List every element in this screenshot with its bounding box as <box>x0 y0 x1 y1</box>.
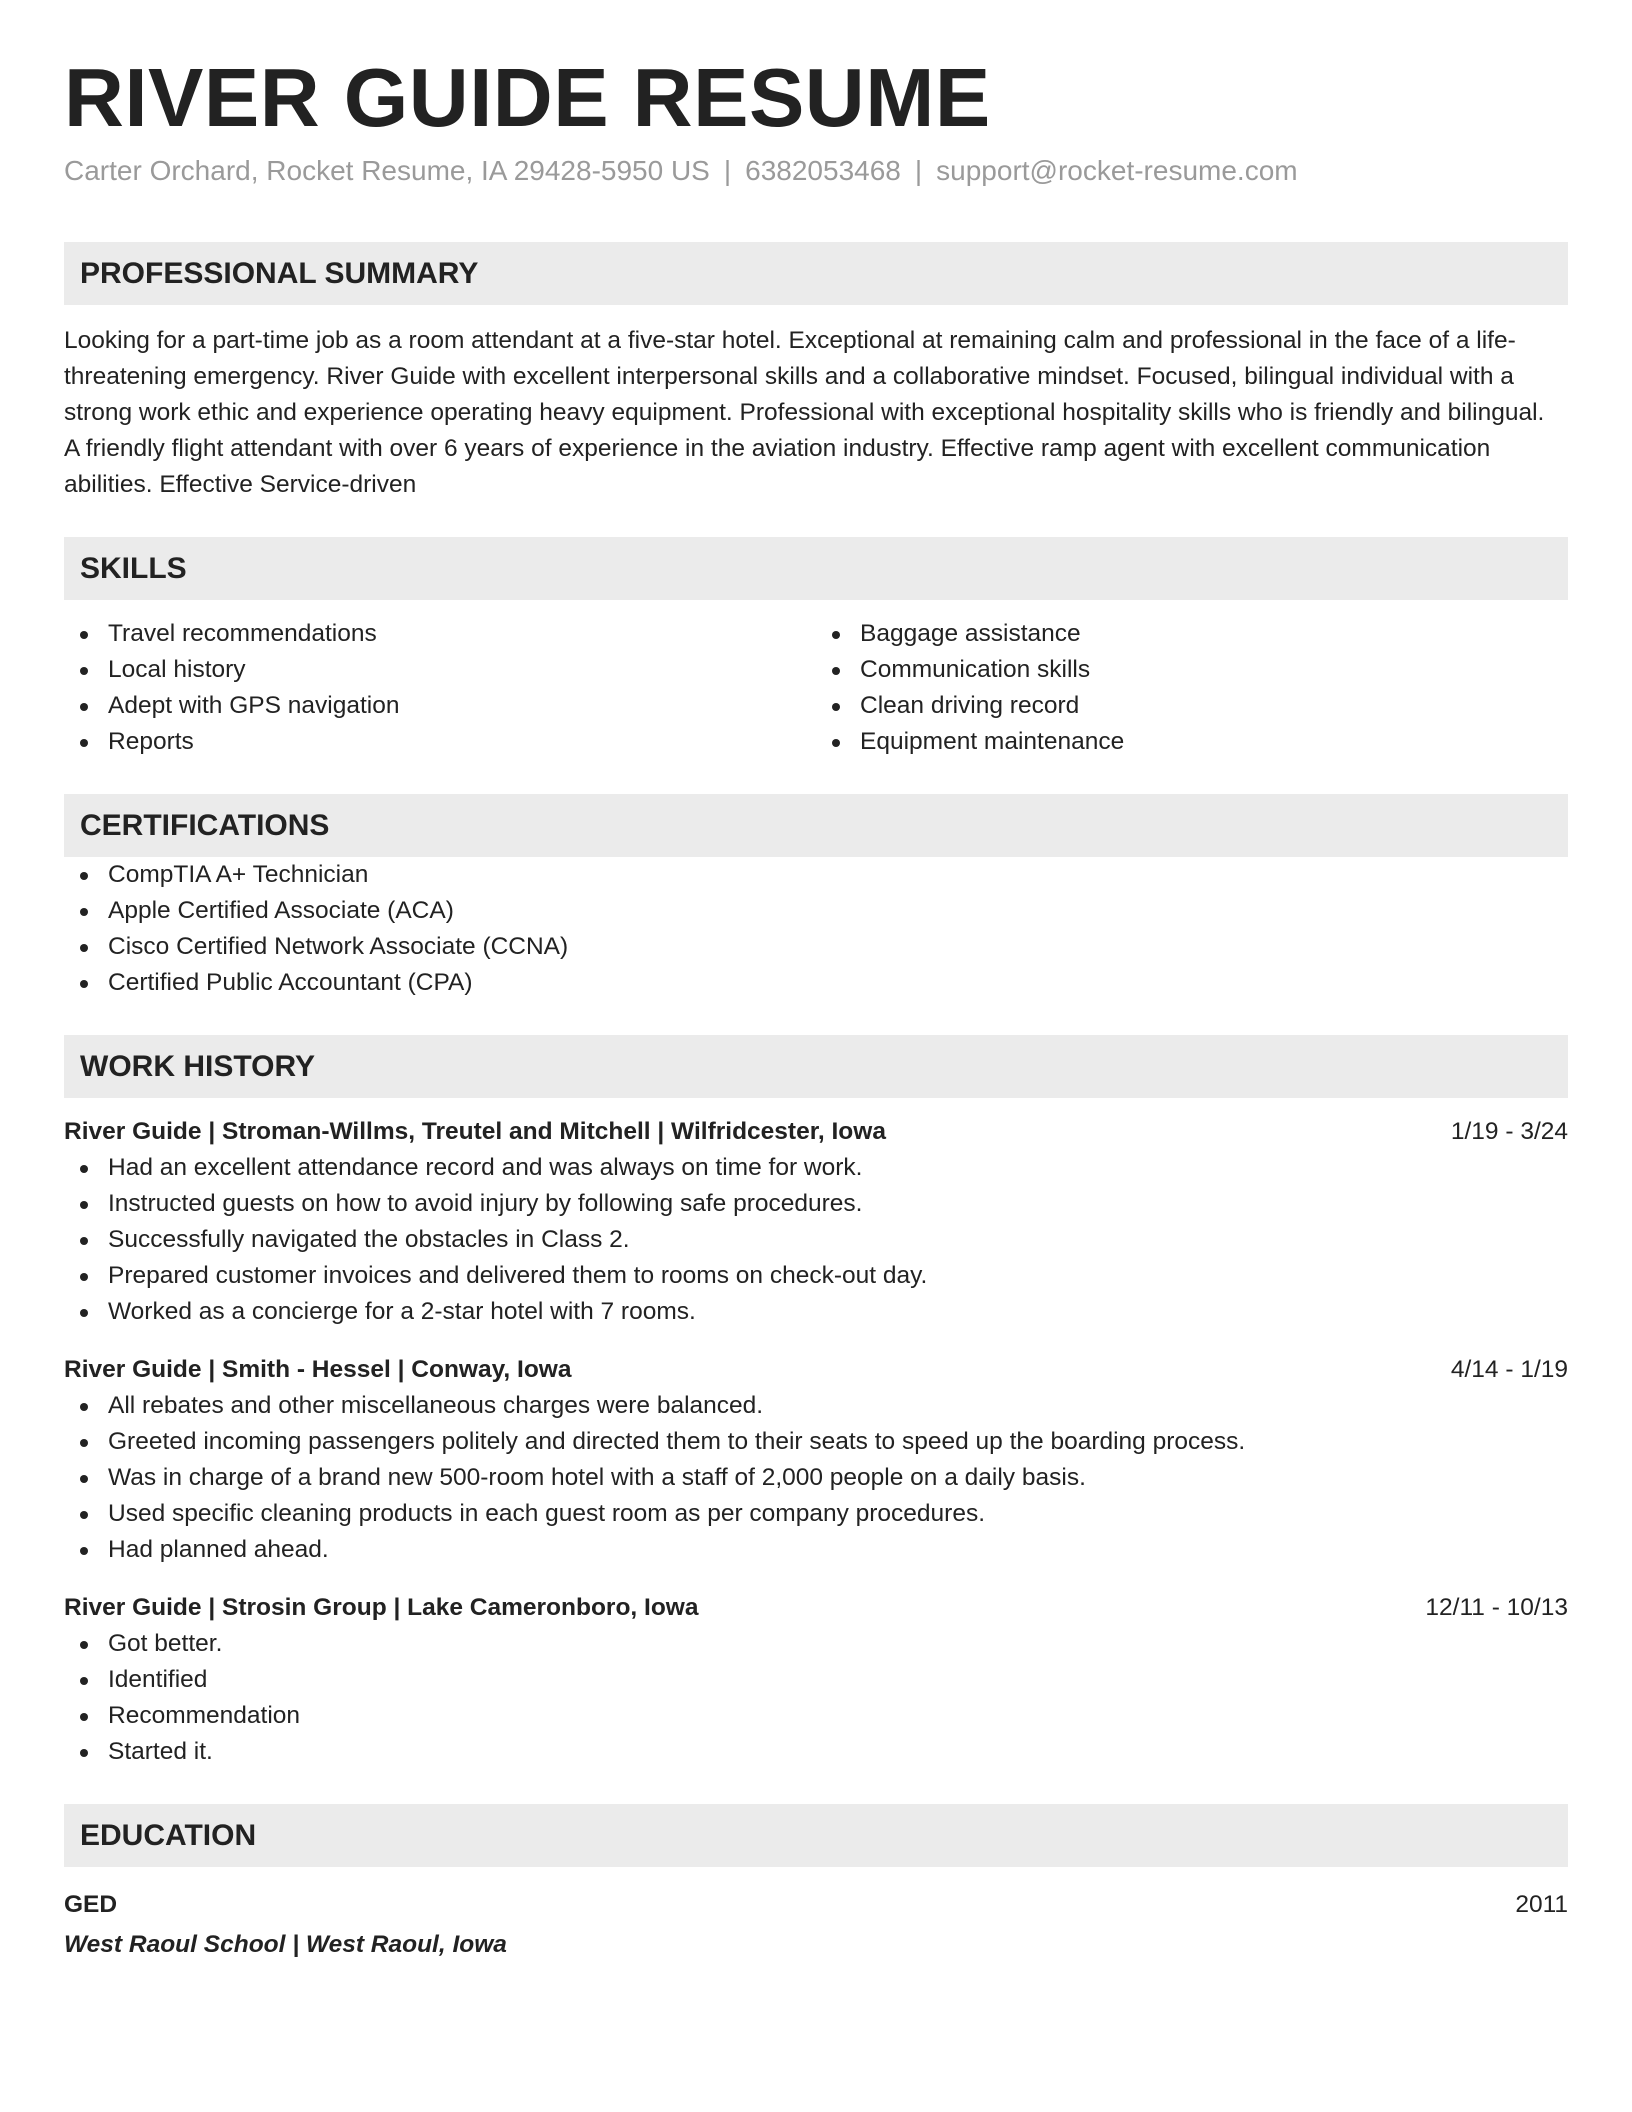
job-bullet: Started it. <box>64 1734 1568 1770</box>
skill-item: Travel recommendations <box>64 616 816 652</box>
job-header <box>64 1352 1568 1388</box>
job-entry <box>64 1590 1568 1770</box>
contact-phone: 6382053468 <box>745 155 901 187</box>
skills-column-right <box>816 616 1568 760</box>
job-title: River Guide | Strosin Group | Lake Cameronboro, Iowa <box>64 1593 699 1621</box>
job-title: River Guide | Stroman-Willms, Treutel and Mitchell | Wilfridcester, Iowa <box>64 1117 886 1145</box>
job-bullets <box>64 1150 1568 1330</box>
job-bullets <box>64 1388 1568 1568</box>
skill-item: Local history <box>64 652 816 688</box>
job-bullet: Had an excellent attendance record and was always on time for work. <box>64 1150 1568 1186</box>
skill-item: Baggage assistance <box>816 616 1568 652</box>
education-header <box>64 1887 1568 1923</box>
contact-email: support@rocket-resume.com <box>936 155 1298 187</box>
job-bullet: Prepared customer invoices and delivered them to rooms on check-out day. <box>64 1258 1568 1294</box>
contact-line <box>64 153 1568 189</box>
contact-separator: | <box>914 155 923 187</box>
job-bullet: All rebates and other miscellaneous charges were balanced. <box>64 1388 1568 1424</box>
job-bullet: Was in charge of a brand new 500-room hotel with a staff of 2,000 people on a daily basis. <box>64 1460 1568 1496</box>
section-header-work-history: WORK HISTORY <box>64 1035 1568 1098</box>
job-header <box>64 1114 1568 1150</box>
job-bullet: Recommendation <box>64 1698 1568 1734</box>
skills-grid <box>64 616 1568 760</box>
skill-item: Equipment maintenance <box>816 724 1568 760</box>
section-header-certifications: CERTIFICATIONS <box>64 794 1568 857</box>
education-entry <box>64 1887 1568 1963</box>
contact-separator: | <box>723 155 732 187</box>
job-bullet: Had planned ahead. <box>64 1532 1568 1568</box>
job-dates: 12/11 - 10/13 <box>1425 1593 1568 1621</box>
certification-item: CompTIA A+ Technician <box>64 857 1568 893</box>
section-header-education: EDUCATION <box>64 1804 1568 1867</box>
skill-item: Communication skills <box>816 652 1568 688</box>
job-bullet: Identified <box>64 1662 1568 1698</box>
job-header <box>64 1590 1568 1626</box>
certification-item: Cisco Certified Network Associate (CCNA) <box>64 929 1568 965</box>
education-school: West Raoul School | West Raoul, Iowa <box>64 1930 507 1958</box>
education-year: 2011 <box>1515 1890 1568 1918</box>
job-entry <box>64 1352 1568 1568</box>
education-degree: GED <box>64 1890 118 1918</box>
job-dates: 1/19 - 3/24 <box>1450 1117 1568 1145</box>
certification-item: Certified Public Accountant (CPA) <box>64 965 1568 1001</box>
certification-item: Apple Certified Associate (ACA) <box>64 893 1568 929</box>
job-title: River Guide | Smith - Hessel | Conway, Iowa <box>64 1355 572 1383</box>
job-bullet: Successfully navigated the obstacles in Class 2. <box>64 1222 1568 1258</box>
certifications-list <box>64 857 1568 1001</box>
summary-text: Looking for a part-time job as a room attendant at a five-star hotel. Exceptional at remaining calm and professional in the face of a life-threatening emergency. River Guide with excellent interpersonal skills and a collaborative mindset. Focused, bilingual individual with a strong work ethic and experience operating heavy equipment. Professional with exceptional hospitality skills who is friendly and bilingual. A friendly flight attendant with over 6 years of experience in the aviation industry. Effective ramp agent with excellent communication abilities. Effective Service-driven <box>64 326 1545 498</box>
skill-item: Reports <box>64 724 816 760</box>
section-header-summary: PROFESSIONAL SUMMARY <box>64 242 1568 305</box>
job-bullet: Got better. <box>64 1626 1568 1662</box>
job-bullet: Worked as a concierge for a 2-star hotel with 7 rooms. <box>64 1294 1568 1330</box>
contact-address: Carter Orchard, Rocket Resume, IA 29428-5950 US <box>64 155 710 187</box>
job-bullet: Instructed guests on how to avoid injury by following safe procedures. <box>64 1186 1568 1222</box>
skill-item: Clean driving record <box>816 688 1568 724</box>
job-dates: 4/14 - 1/19 <box>1450 1355 1568 1383</box>
resume-title: RIVER GUIDE RESUME <box>64 51 991 144</box>
skills-column-left <box>64 616 816 760</box>
job-bullets <box>64 1626 1568 1770</box>
section-header-skills: SKILLS <box>64 537 1568 600</box>
skill-item: Adept with GPS navigation <box>64 688 816 724</box>
job-bullet: Greeted incoming passengers politely and directed them to their seats to speed up the boarding process. <box>64 1424 1568 1460</box>
job-bullet: Used specific cleaning products in each guest room as per company procedures. <box>64 1496 1568 1532</box>
job-entry <box>64 1114 1568 1330</box>
